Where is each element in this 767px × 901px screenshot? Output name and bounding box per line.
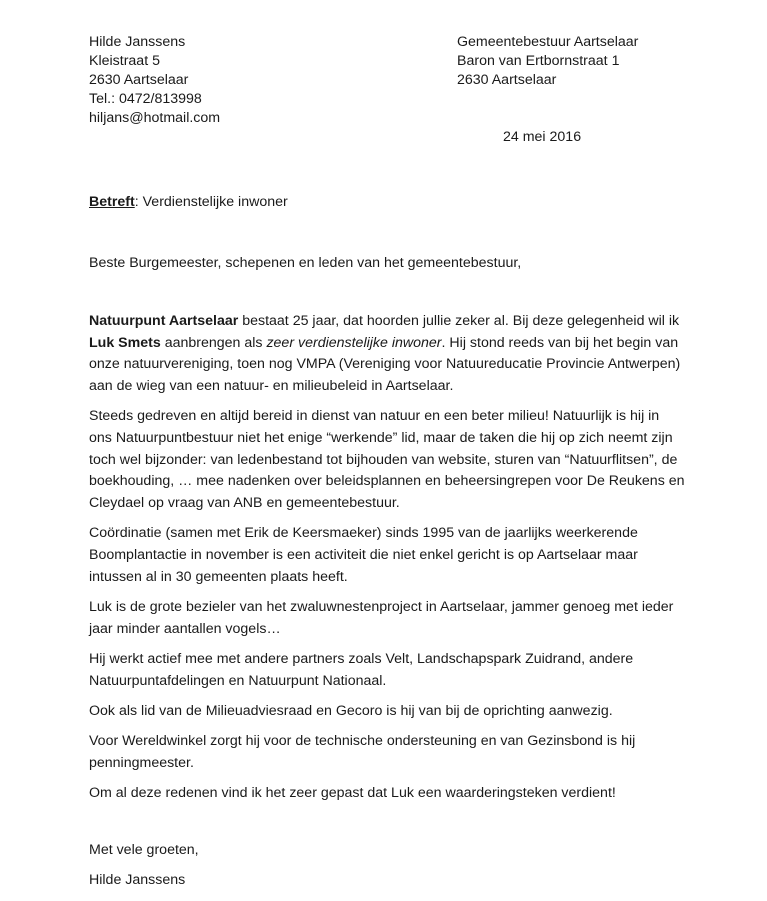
paragraph-intro [89,311,685,398]
paragraph-coordination: Coördinatie (samen met Erik de Keersmaeker) sinds 1995 van de jaarlijks weerkerende Boomplantactie in november is een activiteit die niet enkel gericht is op Aartselaar maar intussen al in 30 gemeenten plaats heeft. [89,525,638,585]
nominee-name: Luk Smets [89,334,161,351]
paragraph-conclusion: Om al deze redenen vind ik het zeer gepast dat Luk een waarderingsteken verdient! [89,784,616,801]
paragraph-intro-text-b: aanbrengen als [160,334,267,351]
recipient-city: 2630 Aartselaar [457,72,557,88]
organization-name: Natuurpunt Aartselaar [89,313,239,329]
subject-text: Verdienstelijke inwoner [142,194,288,210]
letter-body [89,311,685,813]
paragraph-swallow-project: Luk is de grote bezieler van het zwaluwnestenproject in Aartselaar, jammer genoeg met ieder jaar minder aantallen vogels… [89,598,674,637]
subject-line [89,193,288,212]
recipient-name: Gemeentebestuur Aartselaar [457,34,639,50]
closing-greeting: Met vele groeten, [89,842,199,858]
letter-date: 24 mei 2016 [503,129,582,145]
paragraph-intro-text-c: . Hij stond reeds van bij het begin van onze natuurvereniging, toen nog VMPA (Vereniging voor Natuureducatie Provincie Antwerpen) aan de wieg van een natuur- en milieubeleid in Aartselaar. [89,334,681,395]
subject-label: Betreft [89,194,135,210]
paragraph-advisory-council: Ook als lid van de Milieuadviesraad en Gecoro is hij van bij de oprichting aanwezig. [89,702,613,719]
sender-street: Kleistraat 5 [89,53,160,69]
recipient-address-block [457,33,638,90]
recipient-street: Baron van Ertbornstraat 1 [457,53,620,69]
paragraph-tasks: Steeds gedreven en altijd bereid in dienst van natuur en een beter milieu! Natuurlijk is hij in ons Natuurpuntbestuur niet het enige “werkende” lid, maar de taken die hij op zich neemt zijn toch wel bijzonder: van ledenbestand tot bijhouden van website, sturen van “Natuurflitsen”, de boekhouding, … mee nadenken over beleidsplannen en beheersingrepen voor De Reukens en Cleydael op vraag van ANB en gemeentebestuur. [89,408,685,512]
signature-name: Hilde Janssens [89,872,186,888]
sender-name: Hilde Janssens [89,34,186,50]
sender-phone: Tel.: 0472/813998 [89,91,202,107]
closing-block [89,841,199,890]
paragraph-partners: Hij werkt actief mee met andere partners zoals Velt, Landschapspark Zuidrand, andere Natuurpuntafdelingen en Natuurpunt Nationaal. [89,650,634,689]
salutation: Beste Burgemeester, schepenen en leden van het gemeentebestuur, [89,255,522,271]
paragraph-other-organizations: Voor Wereldwinkel zorgt hij voor de technische ondersteuning en van Gezinsbond is hij penningmeester. [89,732,636,771]
emphasis-phrase: zeer verdienstelijke inwoner [266,334,442,351]
sender-city: 2630 Aartselaar [89,72,189,88]
subject-separator: : [134,194,143,210]
paragraph-intro-text-a: bestaat 25 jaar, dat hoorden jullie zeker al. Bij deze gelegenheid wil ik [238,313,680,329]
sender-email: hiljans@hotmail.com [89,110,221,126]
sender-address-block [89,33,220,128]
